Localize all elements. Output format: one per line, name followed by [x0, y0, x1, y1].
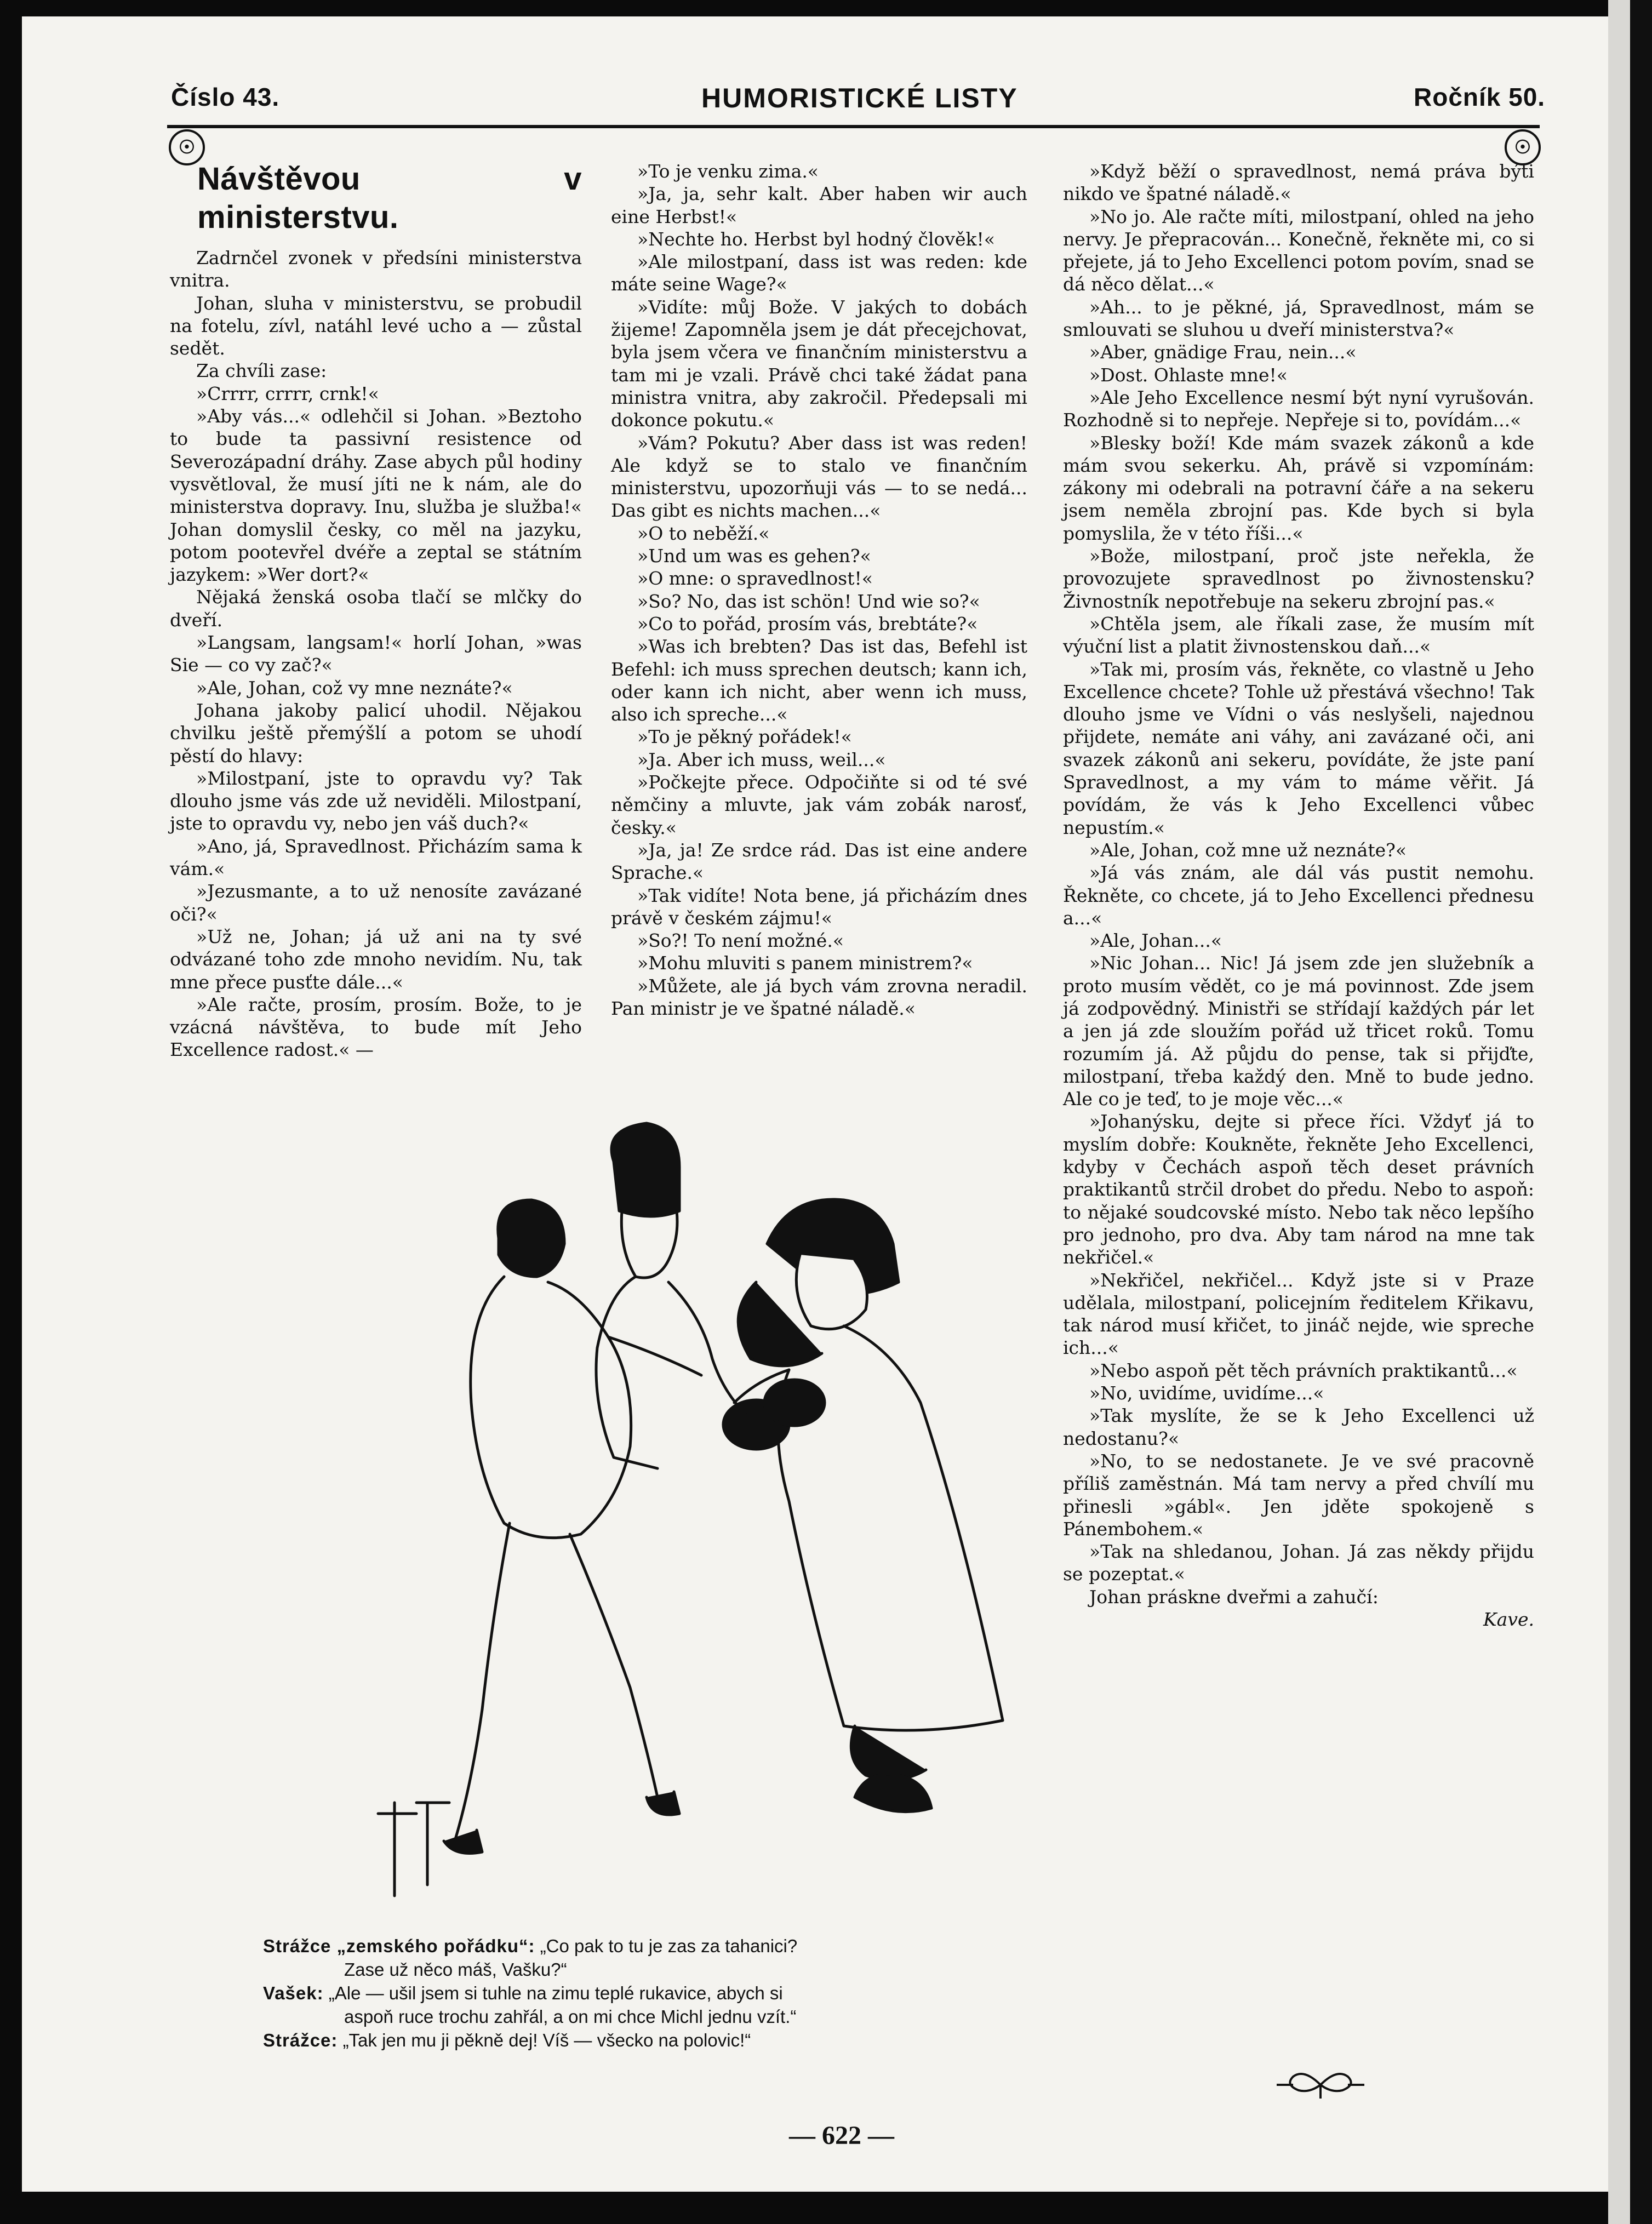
paragraph: »Ja, ja! Ze srdce rád. Das ist eine andere Sprache.« [611, 839, 1027, 884]
caption-line: „Tak jen mu ji pěkně dej! Víš — všecko na polovic!“ [342, 2030, 751, 2050]
paragraph: Za chvíli zase: [196, 360, 327, 382]
paragraph: »Bože, milostpaní, proč jste neřekla, že provozujete spravedlnost po živnostensku? Živnostník nepotřebuje na sekeru zbrojní pas.« [1063, 545, 1534, 612]
paragraph: Zadrnčel zvonek v předsíni ministerstva vnitra. [170, 247, 582, 291]
caption-line: „Co pak to tu je zas za tahanici? [540, 1936, 798, 1956]
paragraph: »To je venku zima.« [637, 161, 819, 182]
paragraph: »Já vás znám, ale dál vás pustit nemohu. Řekněte, co chcete, já to Jeho Excellenci přednesu a...« [1063, 862, 1534, 929]
paragraph: Nějaká ženská osoba tlačí se mlčky do dveří. [170, 586, 582, 631]
paragraph: »Nic Johan... Nic! Já jsem zde jen služebník a proto musím vědět, co je má povinnost. Zde jsem já zodpovědný. Ministři se střídají každých pár let a jen já zde sloužím pořád už třicet roků. Tomu rozumím já. Až půjdu do pense, tak si přijďte, milostpaní, třeba každý den. Mně to bude jedno. Ale co je teď, to je moje věc...« [1063, 952, 1534, 1110]
caption-line: Zase už něco máš, Vašku?“ [344, 1959, 567, 1980]
paragraph: »Můžete, ale já bych vám zrovna neradil. Pan ministr je ve špatné náladě.« [611, 975, 1027, 1019]
publication-title: HUMORISTICKÉ LISTY [701, 83, 1018, 113]
caption-line: „Ale — ušil jsem si tuhle na zimu teplé rukavice, abych si [328, 1983, 783, 2003]
paragraph: »Tak mi, prosím vás, řekněte, co vlastně u Jeho Excellence chcete? Tohle už přestává všechno! Tak dlouho jsme ve Vídni o vás neslyšeli, najednou přijdete, nemáte ani váhy, ani zavázané oči, ani svazek zákonů ani sekeru, povídáte, že jste paní Spravedlnost, a my vám to máme věřit. Já povídám, že vás k Jeho Excellenci vůbec nepustím.« [1063, 658, 1534, 838]
caption-speaker: Strážce „zemského pořádku“: [263, 1936, 535, 1956]
paragraph: Johana jakoby palicí uhodil. Nějakou chvilku ještě přemýšlí a potom se uhodí pěstí do hlavy: [170, 699, 582, 767]
cartoon-illustration [373, 1118, 1057, 1912]
paragraph: »Milostpaní, jste to opravdu vy? Tak dlouho jsme vás zde už neviděli. Milostpaní, jste to opravdu vy, nebo jen váš duch?« [170, 767, 582, 834]
paragraph: »Vám? Pokutu? Aber dass ist was reden! Ale když se to stalo ve finančním ministerstvu, upozorňuji vás — to se nedá... Das gibt es nichts machen...« [611, 432, 1027, 522]
paragraph: Johan práskne dveřmi a zahučí: [1089, 1586, 1379, 1608]
paragraph: »O to neběží.« [637, 522, 770, 544]
paragraph: »Nekřičel, nekřičel... Když jste si v Praze udělala, milostpaní, policejním ředitelem Křikavu, tak národ musí křičet, to jináč nejde, wie spreche ich...« [1063, 1269, 1534, 1359]
article-column-3 [1063, 160, 1534, 1631]
paragraph: »Počkejte přece. Odpočiňte si od té své němčiny a mluvte, jak vám zobák narosť, česky.« [611, 771, 1027, 838]
paragraph: »Nebo aspoň pět těch právních praktikantů...« [1089, 1359, 1518, 1381]
paragraph: »Vidíte: můj Bože. V jakých to dobách žijeme! Zapomněla jsem je dát přecejchovat, byla jsem včera ve finančním ministerstvu a tam mi je vzali. Právě chci také žádat pana ministra vnitra, aby zakročil. Předepsali mi dokonce pokutu.« [611, 296, 1027, 431]
paragraph: »Co to pořád, prosím vás, brebtáte?« [637, 613, 978, 634]
paragraph: »Was ich brebten? Das ist das, Befehl ist Befehl: ich muss sprechen deutsch; kann ich, oder kann ich nicht, aber wenn ich muss, also ich spreche...« [611, 636, 1027, 725]
ornament-icon: ☉ [1505, 129, 1541, 165]
paragraph: »Ja. Aber ich muss, weil...« [637, 748, 886, 770]
article-column-2 [611, 160, 1027, 1020]
paragraph: »Blesky boží! Kde mám svazek zákonů a kde mám svou sekerku. Ah, právě si vzpomínám: zákony mi odebrali na potravní čáře a na sekeru jsem neměla zbrojní pas. Kde bych si byla pomyslila, že v této říši...« [1063, 432, 1534, 544]
article-column-1 [170, 160, 582, 1061]
paragraph: »Nechte ho. Herbst byl hodný člověk!« [637, 228, 995, 250]
paragraph: »Crrrr, crrrr, crnk!« [196, 382, 379, 404]
paragraph: »No jo. Ale račte míti, milostpaní, ohled na jeho nervy. Je přepracován... Konečně, řekněte mi, co si přejete, já to Jeho Excellenci potom povím, snad se dá něco dělat...« [1063, 205, 1534, 295]
end-ornament-icon [1266, 2066, 1375, 2104]
paragraph: »Tak vidíte! Nota bene, já přicházím dnes právě v českém zájmu!« [611, 884, 1027, 929]
paragraph: »Aber, gnädige Frau, nein...« [1089, 341, 1357, 363]
paragraph: »Chtěla jsem, ale říkali zase, že musím mít výuční list a platit živnostenskou daň...« [1063, 613, 1534, 658]
paragraph: »No, to se nedostanete. Je ve své pracovně příliš zaměstnán. Má tam nervy a před chvílí mu přinesli »gábl«. Jen jděte spokojeně s Pánembohem.« [1063, 1450, 1534, 1540]
scan-border [1630, 0, 1652, 2224]
caption-line: aspoň ruce trochu zahřál, a on mi chce Michl jednu vzít.“ [344, 2006, 797, 2027]
paragraph: »Ano, já, Spravedlnost. Přicházím sama k vám.« [170, 835, 582, 880]
newspaper-page [22, 16, 1608, 2192]
paragraph: »Mohu mluviti s panem ministrem?« [637, 952, 973, 974]
paragraph: »No, uvidíme, uvidíme...« [1089, 1382, 1324, 1404]
ornament-icon: ☉ [169, 129, 205, 165]
article-title: Návštěvou v ministerstvu. [197, 161, 582, 235]
volume-number: Ročník 50. [1414, 83, 1546, 111]
paragraph: »Johanýsku, dejte si přece říci. Vždyť já to myslím dobře: Koukněte, řekněte Jeho Excellenci, kdyby v Čechách aspoň těch deset právních praktikantů strčil drobet do předu. Nebo to aspoň: to nějaké soudcovské místo. Nebo tak něco lepšího pro jednoho, pro dva. Aby tam národ na mne tak nekřičel.« [1063, 1111, 1534, 1268]
paragraph: »Tak na shledanou, Johan. Já zas někdy přijdu se pozeptat.« [1063, 1541, 1534, 1585]
paragraph: »Když běží o spravedlnost, nemá práva býti nikdo ve špatné náladě.« [1063, 161, 1534, 205]
paragraph: »So?! To není možné.« [637, 930, 844, 952]
paragraph: »Ale, Johan, což vy mne neznáte?« [196, 677, 513, 699]
paragraph: »O mne: o spravedlnost!« [637, 568, 873, 590]
paragraph: »So? No, das ist schön! Und wie so?« [637, 590, 980, 612]
paragraph: »Und um was es gehen?« [637, 545, 871, 567]
paragraph: »Dost. Ohlaste mne!« [1089, 364, 1288, 386]
paragraph: »Ale, Johan, což mne už neznáte?« [1089, 839, 1407, 861]
paragraph: »Už ne, Johan; já už ani na ty své odvázané toho zde mnoho nevidím. Nu, tak mne přece pusťte dále...« [170, 925, 582, 993]
paragraph: »Ale, Johan...« [1089, 930, 1222, 952]
paragraph: »Ah... to je pěkné, já, Spravedlnost, mám se smlouvati se sluhou u dveří ministerstva?« [1063, 296, 1534, 341]
paragraph: »To je pěkný pořádek!« [637, 726, 852, 748]
issue-number: Číslo 43. [171, 83, 280, 111]
cartoon-caption [263, 1934, 1074, 2052]
author-signature: Kave. [1483, 1609, 1534, 1630]
paragraph: »Ja, ja, sehr kalt. Aber haben wir auch eine Herbst!« [611, 183, 1027, 227]
paragraph: »Langsam, langsam!« horlí Johan, »was Sie — co vy zač?« [170, 632, 582, 676]
paragraph: »Ale Jeho Excellence nesmí být nyní vyrušován. Rozhodně si to nepřeje. Nepřeje si to, povídám...« [1063, 386, 1534, 431]
paragraph: »Ale milostpaní, dass ist was reden: kde máte seine Wage?« [611, 251, 1027, 295]
paragraph: »Jezusmante, a to už nenosíte zavázané oči?« [170, 881, 582, 925]
paragraph: Johan, sluha v ministerstvu, se probudil na fotelu, zívl, natáhl levé ucho a — zůstal sedět. [170, 292, 582, 359]
page-number: — 622 — [789, 2121, 894, 2150]
paragraph: »Ale račte, prosím, prosím. Bože, to je vzácná návštěva, to bude mít Jeho Excellence radost.« — [170, 993, 582, 1061]
caption-speaker: Vašek: [263, 1983, 324, 2003]
caption-speaker: Strážce: [263, 2030, 338, 2050]
paragraph: »Tak myslíte, že se k Jeho Excellenci už nedostanu?« [1063, 1405, 1534, 1449]
header-rule [167, 125, 1540, 128]
paragraph: »Aby vás...« odlehčil si Johan. »Beztoho to bude ta passivní resistence od Severozápadní dráhy. Zase abych půl hodiny vysvětloval, že musí jíti ne k nám, ale do ministerstva dopravy. Inu, služba je služba!« Johan domyslil česky, co měl na jazyku, potom pootevřel dvéře a zeptal se státním jazykem: »Wer dort?« [170, 405, 582, 586]
